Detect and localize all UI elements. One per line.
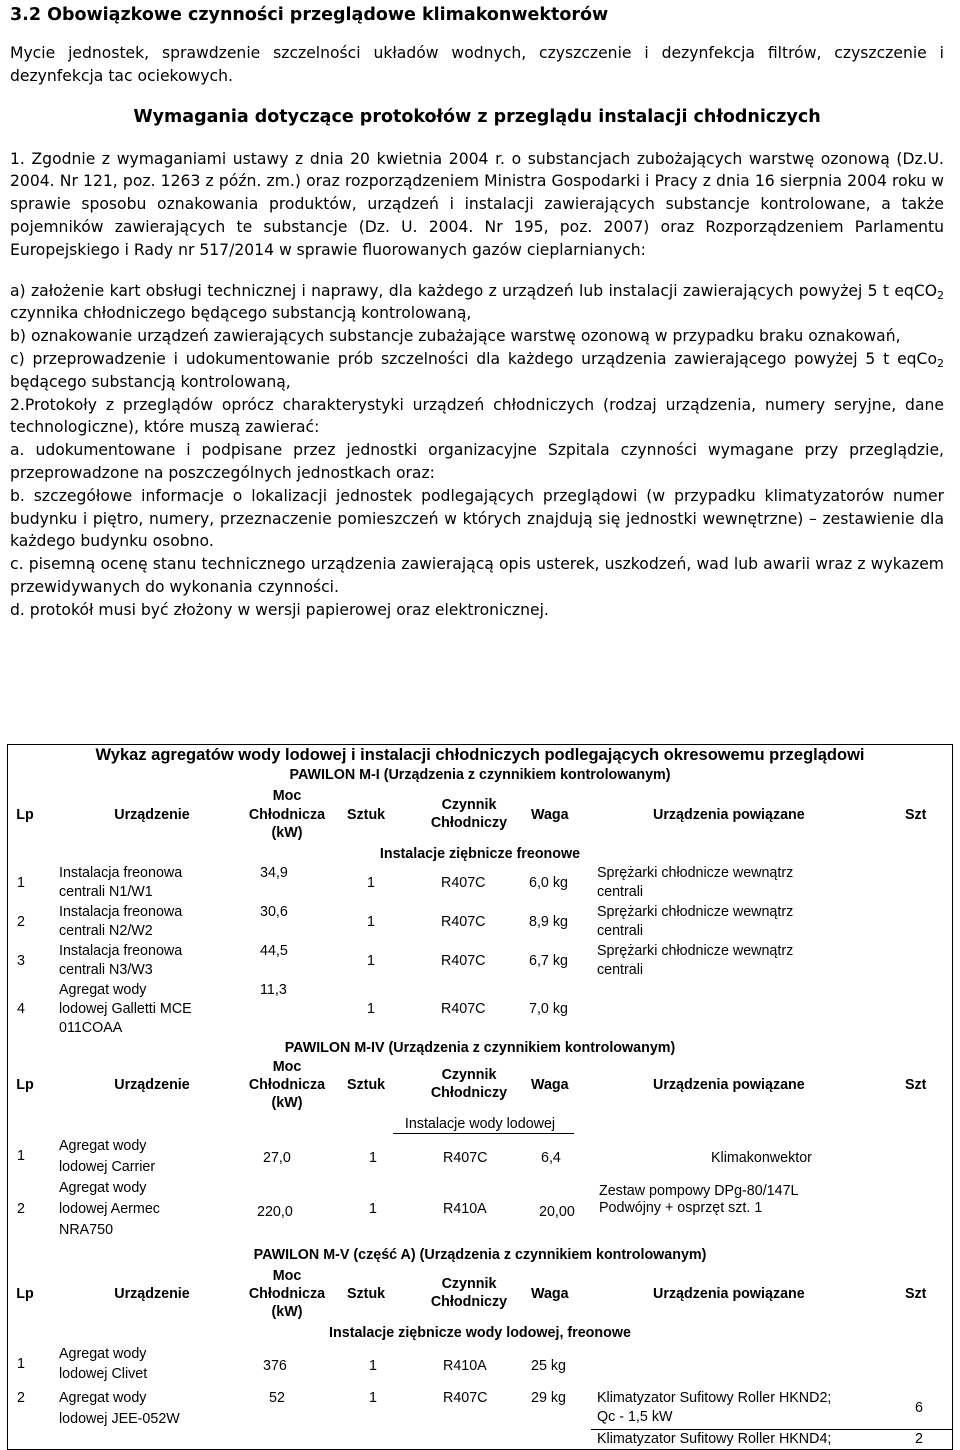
row-device-1: Agregat wody [59,1346,147,1362]
row-lp: 4 [17,1001,25,1017]
row-agent: R407C [441,1001,486,1017]
header-szt: Szt [905,1286,927,1302]
header-device: Urządzenie [114,1077,190,1093]
item-a: a) założenie kart obsługi technicznej i naprawy, dla każdego z urządzeń lub instalacji zawierających powyżej 5 t eqCO$_2$ czynnika chłodniczego będącego substancją kontrolowaną, [10,281,944,323]
paragraph-2: 2.Protokoły z przeglądów oprócz charakterystyki urządzeń chłodniczych (rodzaj urządzenia, numery seryjne, dane technologiczne), które muszą zawierać: [10,395,944,437]
row-related-1: Sprężarki chłodnicze wewnątrz [597,865,794,881]
intro-paragraph: Mycie jednostek, sprawdzenie szczelności układów wodnych, czyszczenie i dezynfekcja filtrów, czyszczenie i dezynfekcja tac ociekowych. [10,44,944,85]
header-power-3: (kW) [271,1304,303,1320]
header-device: Urządzenie [114,807,190,823]
section-1-header [7,784,953,840]
section-3-title: PAWILON M-V (część A) (Urządzenia z czynnikiem kontrolowanym) [253,1247,707,1263]
header-agent-2: Chłodniczy [430,815,508,831]
row-weight: 6,0 kg [529,875,568,891]
item-2a: a. udokumentowane i podpisane przez jednostki organizacyjne Szpitala czynności wymagane przy przeglądzie, przeprowadzone na poszczególnych jednostkach oraz: [10,441,944,482]
header-power-3: (kW) [271,825,303,841]
row-related-3: Klimatyzator Sufitowy Roller HKND4; [597,1431,832,1447]
row-device-2: lodowej Galletti MCE [59,1001,192,1017]
header-agent-1: Czynnik [441,1067,497,1083]
header-szt: Szt [905,1077,927,1093]
row-power: 52 [269,1390,285,1406]
row-device-2: lodowej Aermec [59,1201,160,1217]
header-agent-2: Chłodniczy [430,1294,508,1310]
row-agent: R407C [443,1390,488,1406]
row-lp: 2 [17,914,25,930]
header-power-1: Moc [272,1059,302,1075]
row-weight: 6,7 kg [529,953,568,969]
header-related: Urządzenia powiązane [653,1286,805,1302]
table-title: Wykaz agregatów wody lodowej i instalacji chłodniczych podlegających okresowemu przeglądowi [95,746,865,764]
row-power: 220,0 [257,1204,293,1220]
row-device-1: Agregat wody [59,1390,147,1406]
row-device-2: lodowej Clivet [59,1366,148,1382]
paragraph-1: 1. Zgodnie z wymaganiami ustawy z dnia 20 kwietnia 2004 r. o substancjach zubożających warstwę ozonową (Dz.U. 2004. Nr 121, poz. 1263 z późn. zm.) oraz rozporządzeniem Ministra Gospodarki i Pracy z dnia 16 sierpnia 2004 roku w sprawie sposobu oznakowania produktów, urządzeń i instalacji zawierających substancje kontrolowane, a także pojemników zawierających te substancje (Dz. U. 2004. Nr 195, poz. 2007) oraz Rozporządzeniem Parlamentu Europejskiego i Rady nr 517/2014 w sprawie fluorowanych gazów cieplarnianych: [10,149,944,259]
row-count: 1 [367,875,375,891]
item-2c: c. pisemną ocenę stanu technicznego urządzenia zawierającą opis usterek, uszkodzeń, wad lub awarii wraz z wykazem przewidywanych do wykonania czynności. [10,555,944,596]
row-device-2: centrali N2/W2 [59,923,153,939]
table-row [7,1344,953,1386]
header-agent-1: Czynnik [441,797,497,813]
row-device-1: Instalacja freonowa [59,865,183,881]
row-power: 44,5 [260,943,288,959]
row-agent: R410A [443,1201,487,1217]
equipment-table [7,744,953,1450]
row-device-3: 011COAA [59,1020,123,1036]
section-2-subtitle: Instalacje wody lodowej [404,1116,556,1132]
row-device-3: NRA750 [59,1222,114,1238]
row-related-1: Sprężarki chłodnicze wewnątrz [597,943,794,959]
row-device-1: Instalacja freonowa [59,943,183,959]
row-device-2: lodowej JEE-052W [59,1411,180,1427]
row-power: 30,6 [260,904,288,920]
row-agent: R407C [441,875,486,891]
row-weight: 29 kg [531,1390,566,1406]
row-agent: R407C [441,953,486,969]
section-heading: 3.2 Obowiązkowe czynności przeglądowe klimakonwektorów [10,5,609,25]
table-row [7,1136,953,1177]
row-device-1: Agregat wody [59,1180,147,1196]
header-weight: Waga [531,1077,569,1093]
row-related-1: Klimakonwektor [711,1150,812,1166]
item-2d: d. protokół musi być złożony w wersji papierowej oraz elektronicznej. [10,600,549,619]
header-lp: Lp [16,807,34,823]
header-related: Urządzenia powiązane [653,807,805,823]
row-szt-2: 2 [915,1431,923,1447]
table-row [7,1178,953,1240]
row-count: 1 [367,953,375,969]
row-szt: 6 [915,1400,923,1416]
header-count: Sztuk [347,1286,386,1302]
table-row [7,863,953,902]
row-weight: 6,4 [541,1150,561,1166]
row-agent: R410A [443,1358,487,1374]
row-device-1: Instalacja freonowa [59,904,183,920]
row-power: 11,3 [260,982,287,998]
row-device-2: lodowej Carrier [59,1159,156,1175]
item-b: b) oznakowanie urządzeń zawierających substancje zubażające warstwę ozonową w przypadku braku oznakowań, [10,327,901,346]
row-related-2: centrali [597,923,644,939]
row-count: 1 [367,914,375,930]
table-row [7,1388,953,1450]
row-power: 27,0 [263,1150,291,1166]
header-agent-2: Chłodniczy [430,1085,508,1101]
header-power-1: Moc [272,1268,302,1284]
item-c: c) przeprowadzenie i udokumentowanie prób szczelności dla każdego urządzenia zawierającego powyżej 5 t eqCo$_2$ będącego substancją kontrolowaną, [10,349,944,391]
section-2-subtitle-underline [393,1133,574,1134]
row-count: 1 [369,1358,377,1374]
row-device-2: centrali N3/W3 [59,962,153,978]
row-lp: 1 [17,1356,25,1372]
item-2b: b. szczegółowe informacje o lokalizacji jednostek podlegających przeglądowi (w przypadku klimatyzatorów numer budynku i piętro, numery, przeznaczenie pomieszczeń w których znajdują się jednostki wewnętrzne) – zestawienie dla każdego budynku osobno. [10,486,944,551]
header-power-2: Chłodnicza [248,1077,326,1093]
header-power-2: Chłodnicza [248,1286,326,1302]
protocol-requirements-heading: Wymagania dotyczące protokołów z przeglądu instalacji chłodniczych [133,106,821,127]
row-device-1: Agregat wody [59,1138,147,1154]
row-agent: R407C [443,1150,488,1166]
header-szt: Szt [905,807,927,823]
row-power: 376 [263,1358,287,1374]
header-agent-1: Czynnik [441,1276,497,1292]
section-2-title: PAWILON M-IV (Urządzenia z czynnikiem kontrolowanym) [284,1040,676,1056]
row-agent: R407C [441,914,486,930]
row-device-1: Agregat wody [59,982,147,998]
row-count: 1 [367,1001,375,1017]
header-power-3: (kW) [271,1095,303,1111]
row-related-2: Qc - 1,5 kW [597,1409,673,1425]
row-lp: 2 [17,1390,25,1406]
row-lp: 1 [17,1148,25,1164]
document-body [10,0,944,622]
header-related: Urządzenia powiązane [653,1077,805,1093]
row-lp: 1 [17,875,25,891]
header-lp: Lp [16,1077,34,1093]
section-1-subtitle: Instalacje ziębnicze freonowe [379,846,581,862]
header-count: Sztuk [347,1077,386,1093]
header-lp: Lp [16,1286,34,1302]
row-count: 1 [369,1150,377,1166]
row-power: 34,9 [260,865,288,881]
row-weight: 8,9 kg [529,914,568,930]
row-count: 1 [369,1390,377,1406]
section-3-header [7,1264,953,1324]
table-row [7,980,953,1038]
row-lp: 2 [17,1201,25,1217]
section-2-header [7,1057,953,1113]
row-related-2: centrali [597,962,644,978]
row-related-1: Klimatyzator Sufitowy Roller HKND2; [597,1390,832,1406]
section-1-title: PAWILON M-I (Urządzenia z czynnikiem kontrolowanym) [289,767,671,783]
header-weight: Waga [531,807,569,823]
row-related-2: centrali [597,884,644,900]
row-device-2: centrali N1/W1 [59,884,153,900]
section-3-subtitle: Instalacje ziębnicze wody lodowej, freonowe [329,1325,631,1341]
header-device: Urządzenie [114,1286,190,1302]
row-count: 1 [369,1201,377,1217]
row-weight: 20,00 [539,1204,575,1220]
table-row [7,902,953,941]
row-lp: 3 [17,953,25,969]
row-related-2: Podwójny + osprzęt szt. 1 [599,1200,763,1216]
header-power-1: Moc [272,788,302,804]
row-related-1: Zestaw pompowy DPg-80/147L [599,1183,799,1199]
row-related-1: Sprężarki chłodnicze wewnątrz [597,904,794,920]
row-weight: 7,0 kg [529,1001,568,1017]
header-count: Sztuk [347,807,386,823]
header-power-2: Chłodnicza [248,807,326,823]
table-row [7,941,953,980]
row-weight: 25 kg [531,1358,566,1374]
header-weight: Waga [531,1286,569,1302]
